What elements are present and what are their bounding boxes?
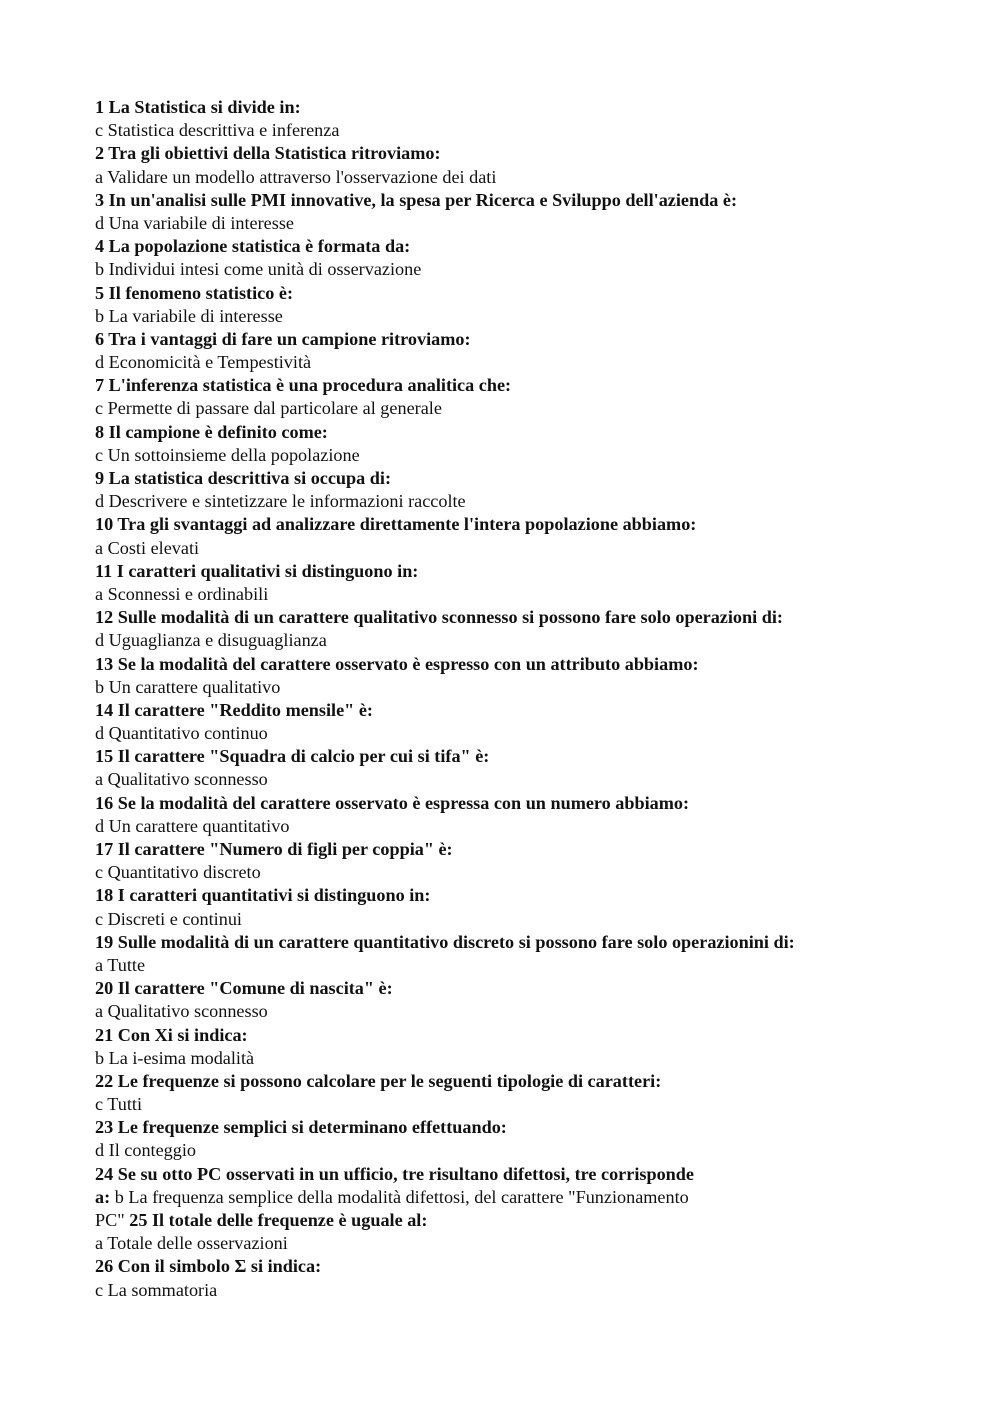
question-19: 19 Sulle modalità di un carattere quantitativo discreto si possono fare solo operazionini di: [95,931,795,952]
answer-24-label: a: [95,1186,111,1207]
answer-14: d Quantitativo continuo [95,723,268,744]
question-1: 1 La Statistica si divide in: [95,97,301,117]
answer-25: a Totale delle osservazioni [95,1233,288,1254]
answer-24-text: b La frequenza semplice della modalità difettosi, del carattere "Funzionamento [110,1186,689,1207]
answer-23: d Il conteggio [95,1140,197,1161]
qa-list [95,96,955,1163]
question-8: 8 Il campione è definito come: [95,421,328,442]
question-26: 26 Con il simbolo Σ si indica: [95,1256,322,1277]
answer-13: b Un carattere qualitativo [95,676,281,697]
answer-21: b La i-esima modalità [95,1047,255,1068]
answer-7: c Permette di passare dal particolare al generale [95,398,442,419]
answer-22: c Tutti [95,1094,143,1115]
answer-11: a Sconnessi e ordinabili [95,583,269,604]
answer-3: d Una variabile di interesse [95,212,294,233]
question-7: 7 L'inferenza statistica è una procedura analitica che: [95,375,512,396]
answer-24 [95,1186,955,1209]
question-17: 17 Il carattere "Numero di figli per coppia" è: [95,839,453,859]
question-10: 10 Tra gli svantaggi ad analizzare direttamente l'intera popolazione abbiamo: [95,514,697,535]
question-15: 15 Il carattere "Squadra di calcio per cui si tifa" è: [95,746,490,767]
question-4: 4 La popolazione statistica è formata da: [95,236,411,257]
question-22: 22 Le frequenze si possono calcolare per le seguenti tipologie di caratteri: [95,1070,662,1091]
document-page [95,96,955,1302]
answer-9: d Descrivere e sintetizzare le informazioni raccolte [95,491,466,512]
question-5: 5 Il fenomeno statistico è: [95,282,294,303]
answer-17: c Quantitativo discreto [95,862,261,883]
answer-4: b Individui intesi come unità di osservazione [95,259,422,280]
answer-2: a Validare un modello attraverso l'osservazione dei dati [95,166,497,187]
answer-24-continued [95,1209,955,1232]
question-12: 12 Sulle modalità di un carattere qualitativo sconnesso si possono fare solo operazioni di: [95,607,783,628]
question-3: 3 In un'analisi sulle PMI innovative, la spesa per Ricerca e Sviluppo dell'azienda è: [95,189,738,210]
question-23: 23 Le frequenze semplici si determinano effettuando: [95,1117,507,1138]
answer-20: a Qualitativo sconnesso [95,1001,268,1022]
question-2: 2 Tra gli obiettivi della Statistica ritroviamo: [95,143,441,164]
answer-19: a Tutte [95,954,146,975]
answer-18: c Discreti e continui [95,908,242,929]
question-11: 11 I caratteri qualitativi si distinguono in: [95,560,419,581]
answer-5: b La variabile di interesse [95,305,283,326]
question-14: 14 Il carattere "Reddito mensile" è: [95,699,373,720]
answer-26: c La sommatoria [95,1279,218,1300]
question-20: 20 Il carattere "Comune di nascita" è: [95,978,393,999]
question-6: 6 Tra i vantaggi di fare un campione ritroviamo: [95,328,471,349]
question-24: 24 Se su otto PC osservati in un ufficio, tre risultano difettosi, tre corrisponde [95,1163,694,1184]
answer-16: d Un carattere quantitativo [95,815,290,836]
question-18: 18 I caratteri quantitativi si distinguono in: [95,885,431,906]
question-16: 16 Se la modalità del carattere osservato è espressa con un numero abbiamo: [95,792,690,813]
answer-12: d Uguaglianza e disuguaglianza [95,630,327,651]
answer-6: d Economicità e Tempestività [95,352,312,373]
answer-15: a Qualitativo sconnesso [95,769,268,790]
answer-8: c Un sottoinsieme della popolazione [95,444,360,465]
question-9: 9 La statistica descrittiva si occupa di: [95,468,392,488]
question-13: 13 Se la modalità del carattere osservato è espresso con un attributo abbiamo: [95,653,699,674]
answer-10: a Costi elevati [95,537,200,558]
question-21: 21 Con Xi si indica: [95,1024,248,1045]
question-25: 25 Il totale delle frequenze è uguale al: [124,1210,428,1230]
answer-24-tail: PC" [95,1210,125,1230]
answer-1: c Statistica descrittiva e inferenza [95,120,340,141]
